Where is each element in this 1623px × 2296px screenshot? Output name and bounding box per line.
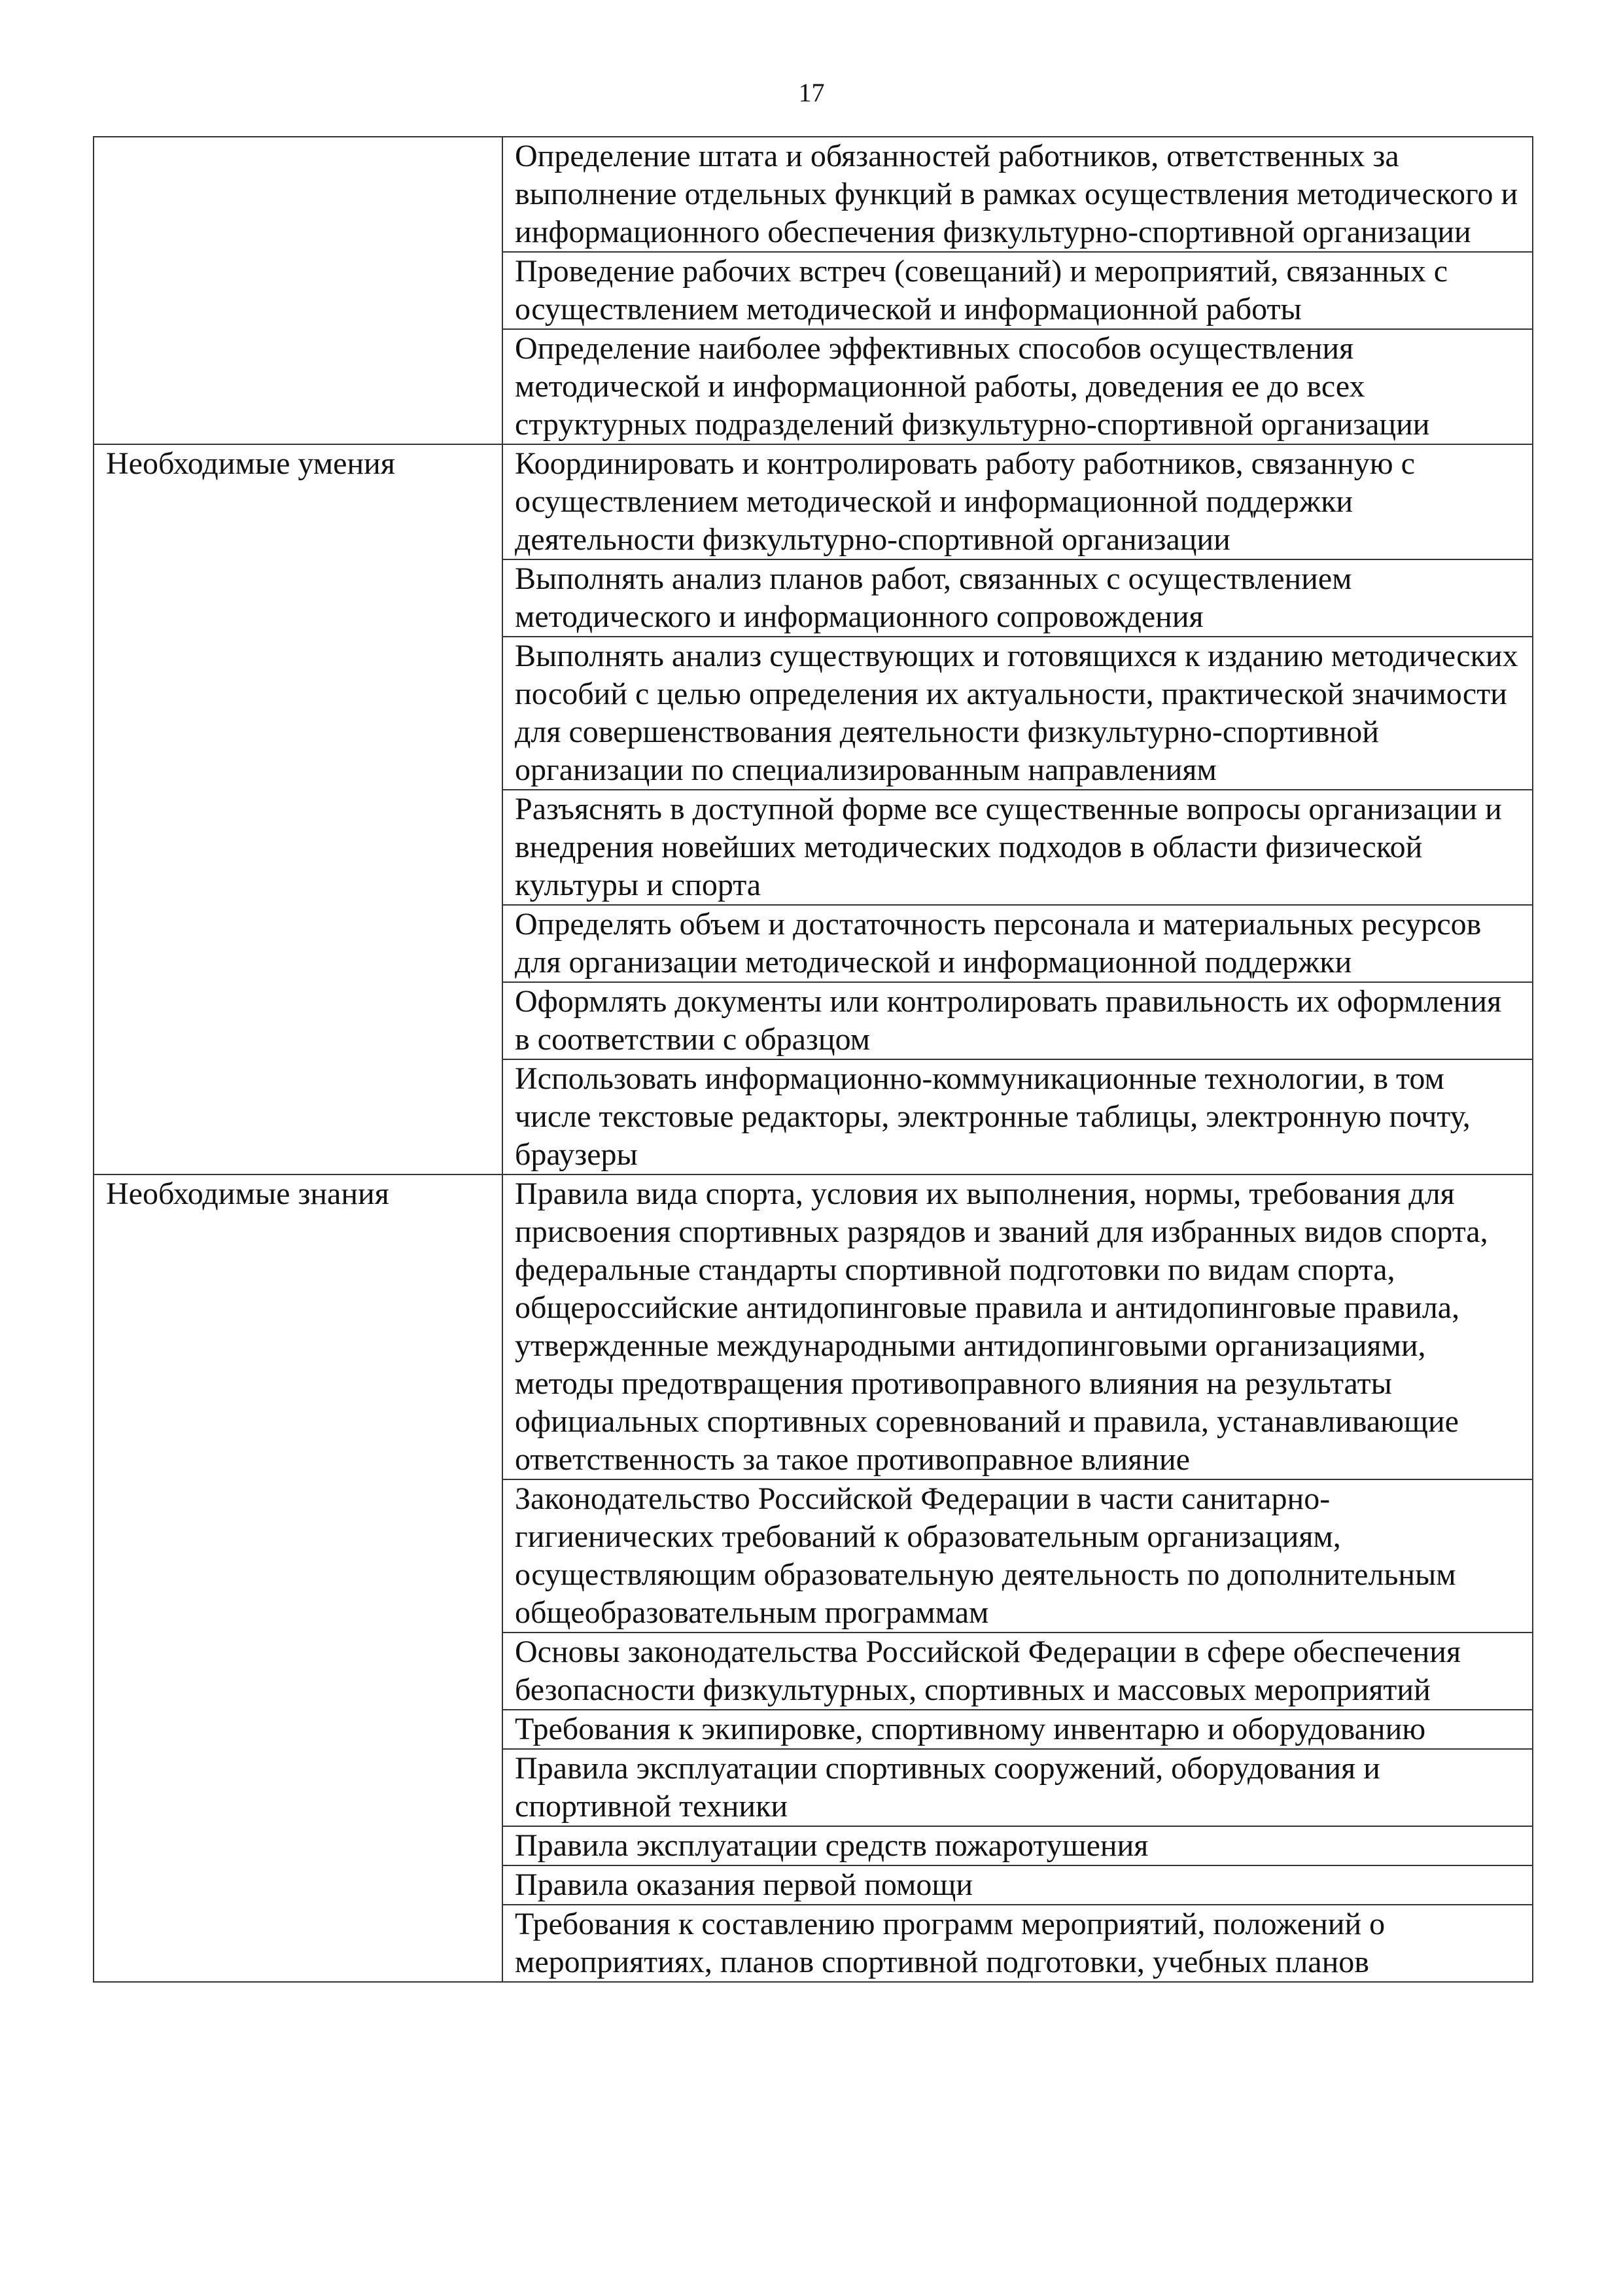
table-cell: Правила вида спорта, условия их выполнения, нормы, требования для присвоения спортивных разрядов и званий для избранных видов спорта, федеральные стандарты спортивной подготовки по видам спорта, общероссийские антидопинговые правила и антидопинговые правила, утвержденные международными антидопинговыми организациями, методы предотвращения противоправного влияния на результаты официальных спортивных соревнований и правила, устанавливающие ответственность за такое противоправное влияние	[502, 1174, 1533, 1479]
page-number: 17	[798, 78, 825, 107]
table-cell: Определять объем и достаточность персонала и материальных ресурсов для организации методической и информационной поддержки	[502, 905, 1533, 982]
section-label-knowledge: Необходимые знания	[94, 1174, 502, 1982]
table-row	[94, 444, 1533, 559]
table-row	[94, 1174, 1533, 1479]
table-cell: Правила эксплуатации спортивных сооружений, оборудования и спортивной техники	[502, 1749, 1533, 1826]
table-cell: Определение наиболее эффективных способов осуществления методической и информационной работы, доведения ее до всех структурных подразделений физкультурно-спортивной организации	[502, 329, 1533, 444]
table-cell: Разъяснять в доступной форме все существенные вопросы организации и внедрения новейших методических подходов в области физической культуры и спорта	[502, 790, 1533, 905]
table-cell: Требования к экипировке, спортивному инвентарю и оборудованию	[502, 1710, 1533, 1749]
table-cell: Требования к составлению программ мероприятий, положений о мероприятиях, планов спортивной подготовки, учебных планов	[502, 1905, 1533, 1982]
table-cell: Правила оказания первой помощи	[502, 1865, 1533, 1905]
table-cell: Проведение рабочих встреч (совещаний) и мероприятий, связанных с осуществлением методической и информационной работы	[502, 252, 1533, 329]
table-cell: Координировать и контролировать работу работников, связанную с осуществлением методической и информационной поддержки деятельности физкультурно-спортивной организации	[502, 444, 1533, 559]
table-cell: Законодательство Российской Федерации в части санитарно-гигиенических требований к образовательным организациям, осуществляющим образовательную деятельность по дополнительным общеобразовательным программам	[502, 1479, 1533, 1633]
requirements-table	[93, 136, 1533, 1983]
table-cell: Основы законодательства Российской Федерации в сфере обеспечения безопасности физкультурных, спортивных и массовых мероприятий	[502, 1633, 1533, 1710]
section-label-skills: Необходимые умения	[94, 444, 502, 1174]
table-cell: Выполнять анализ планов работ, связанных с осуществлением методического и информационного сопровождения	[502, 559, 1533, 637]
table-cell: Выполнять анализ существующих и готовящихся к изданию методических пособий с целью определения их актуальности, практической значимости для совершенствования деятельности физкультурно-спортивной организации по специализированным направлениям	[502, 637, 1533, 790]
section-label	[94, 137, 502, 444]
table-cell: Оформлять документы или контролировать правильность их оформления в соответствии с образцом	[502, 982, 1533, 1059]
table-cell: Правила эксплуатации средств пожаротушения	[502, 1826, 1533, 1865]
table-row	[94, 137, 1533, 252]
table-cell: Определение штата и обязанностей работников, ответственных за выполнение отдельных функций в рамках осуществления методического и информационного обеспечения физкультурно-спортивной организации	[502, 137, 1533, 252]
table-cell: Использовать информационно-коммуникационные технологии, в том числе текстовые редакторы, электронные таблицы, электронную почту, браузеры	[502, 1059, 1533, 1174]
